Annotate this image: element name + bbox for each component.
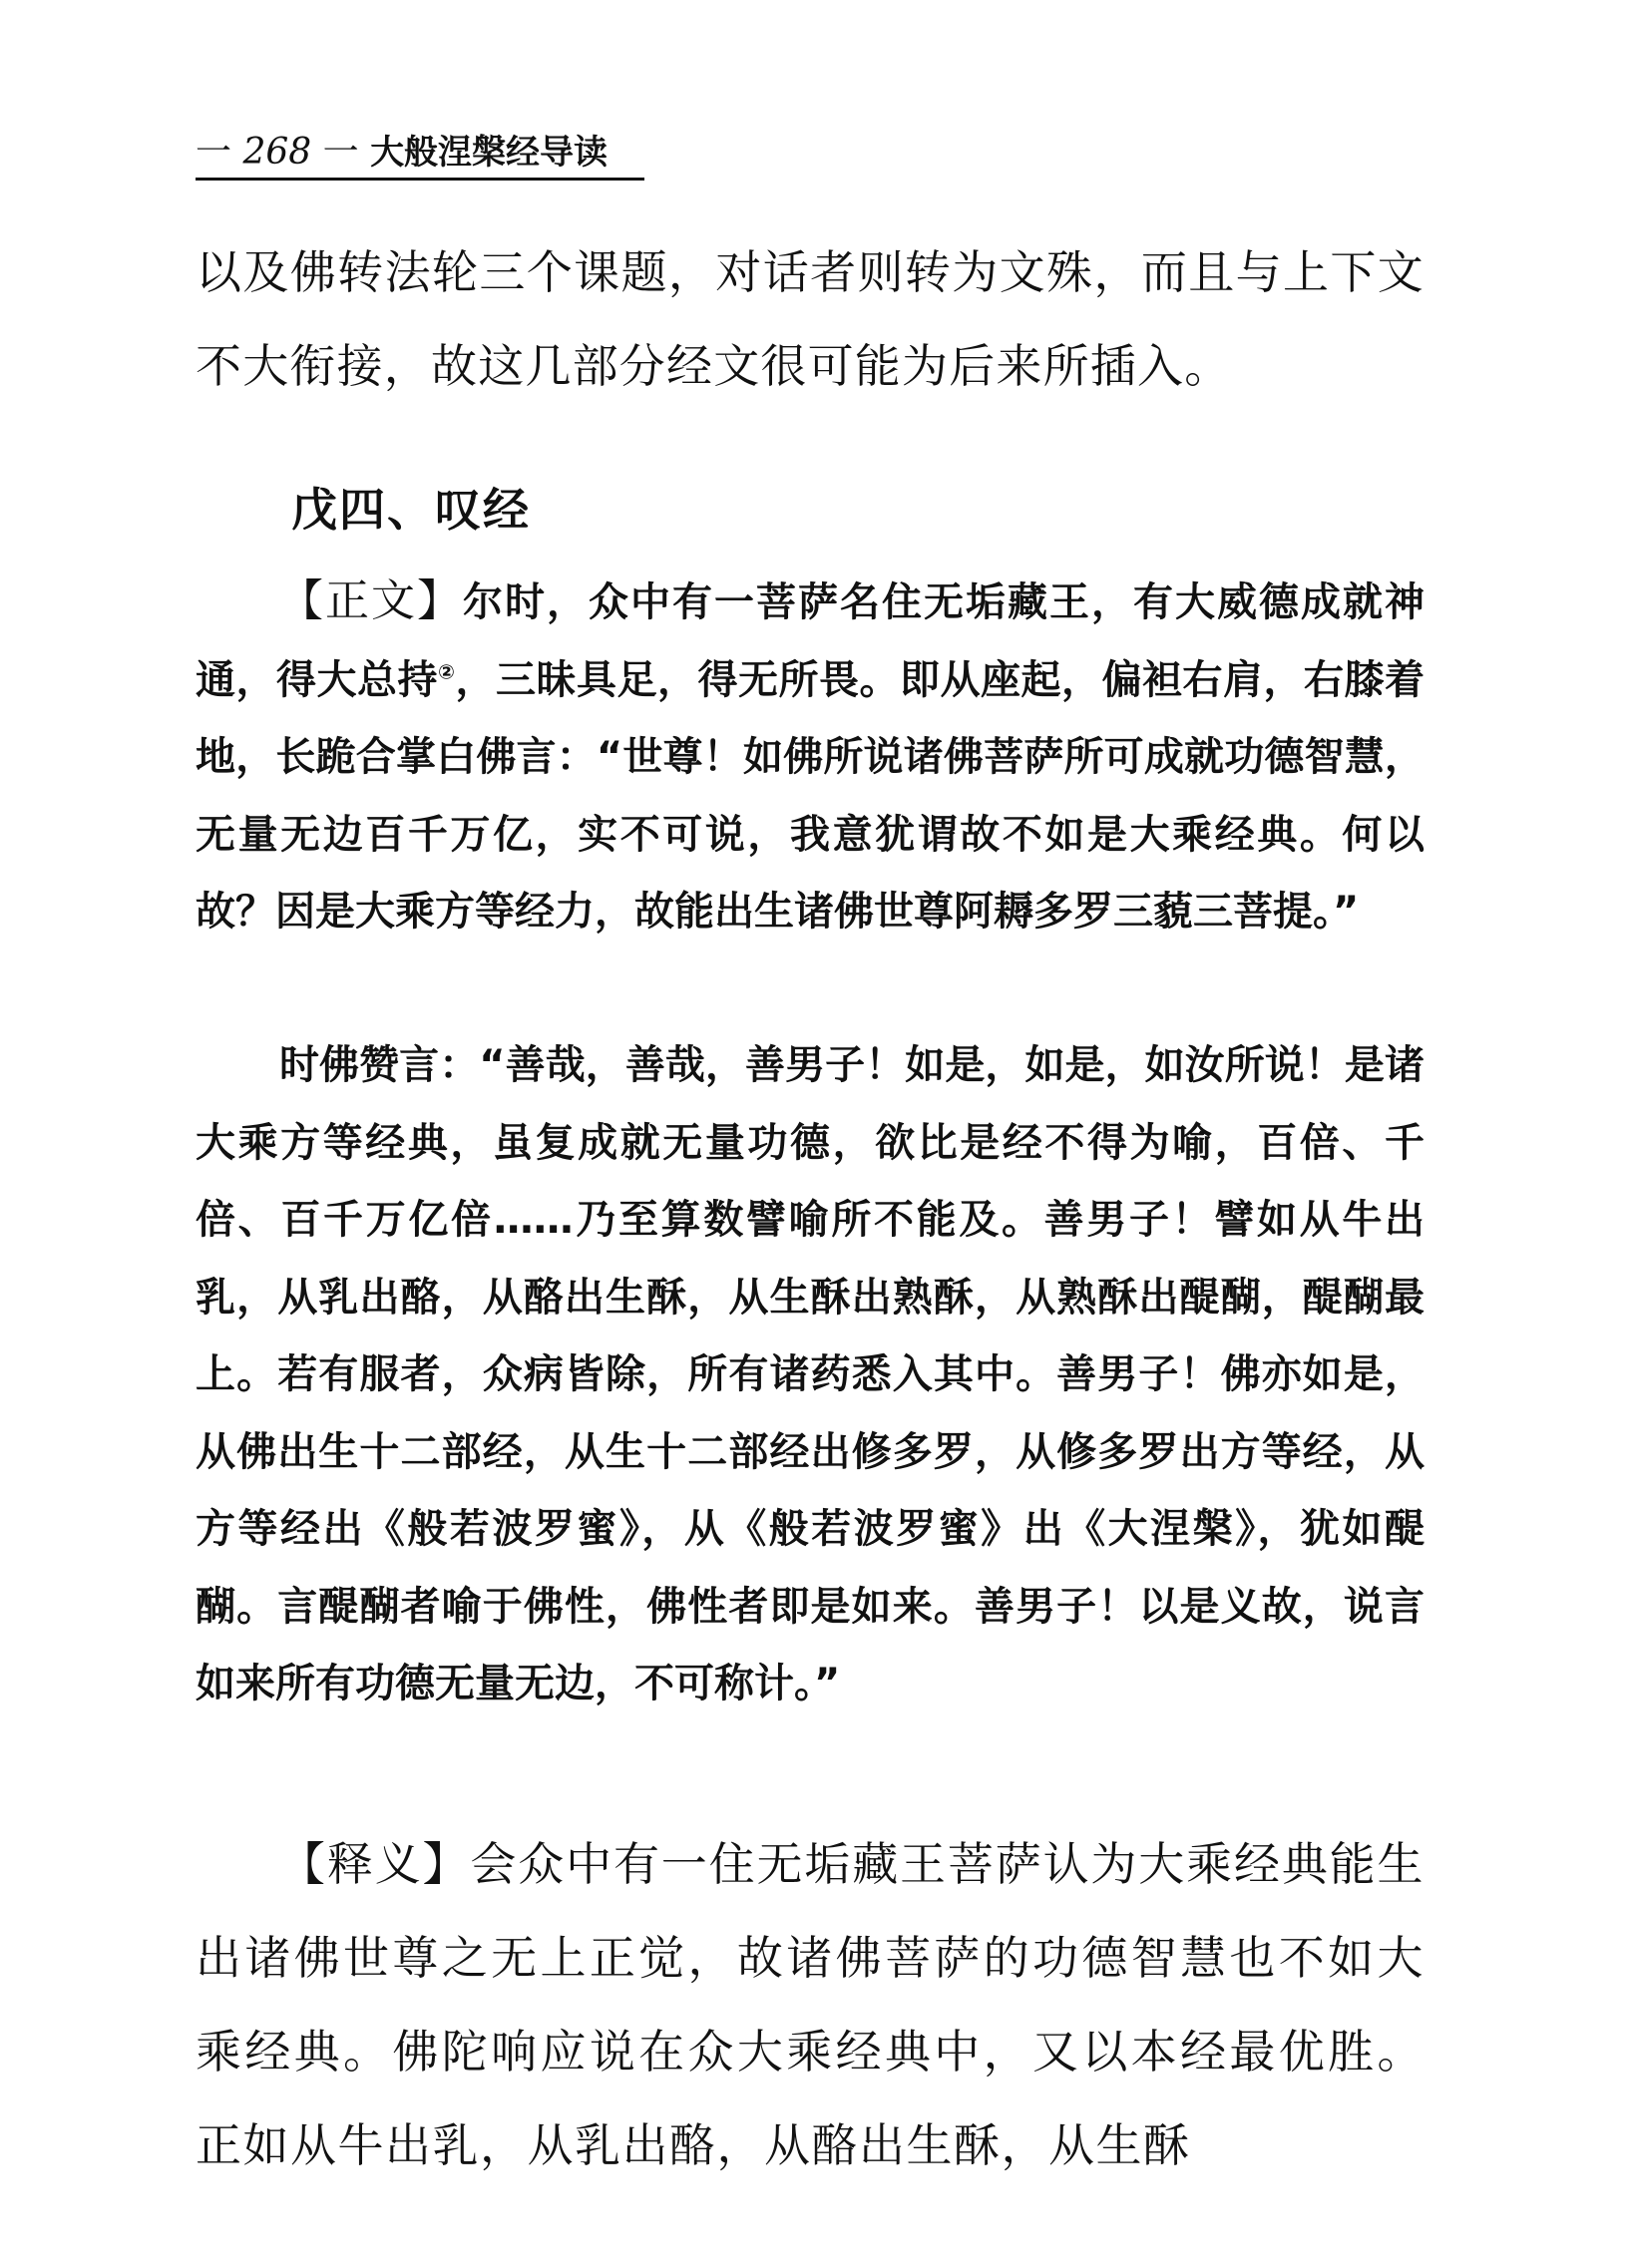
commentary-text: 会众中有一住无垢藏王菩萨认为大乘经典能生出诸佛世尊之无上正觉，故诸佛菩萨的功德智慧也不如大乘经典。佛陀响应说在众大乘经典中，又以本经最优胜。正如从牛出乳，从乳出酪，从酪出生酥，从生酥 — [196, 1837, 1425, 2172]
commentary-label: 【释义】 — [279, 1837, 471, 1891]
page-number: 268 — [242, 132, 312, 173]
header-dash-left: 一 — [196, 132, 243, 173]
scripture-paragraph-1 — [196, 563, 1424, 951]
book-title: 大般涅槃经导读 — [370, 133, 609, 173]
header-dash-right: 一 — [311, 132, 371, 173]
intro-paragraph: 以及佛转法轮三个课题，对话者则转为文殊，而且与上下文不大衔接，故这几部分经文很可能为后来所插入。 — [196, 245, 1424, 393]
scripture-text-1a: 尔时，众中有一菩萨名住无垢藏王，有大威德成就神通，得大总持 — [196, 579, 1424, 703]
running-header — [196, 128, 644, 181]
scripture-text-1b: ，三昧具足，得无所畏。即从座起，偏袒右肩，右膝着地，长跪合掌白佛言：“世尊！如佛所说诸佛菩萨所可成就功德智慧，无量无边百千万亿，实不可说，我意犹谓故不如是大乘经典。何以故？因是大乘方等经力，故能出生诸佛世尊阿耨多罗三藐三菩提。” — [196, 656, 1425, 935]
scripture-paragraph-2: 时佛赞言：“善哉，善哉，善男子！如是，如是，如汝所说！是诸大乘方等经典，虽复成就无量功德，欲比是经不得为喻，百倍、千倍、百千万亿倍……乃至算数譬喻所不能及。善男子！譬如从牛出乳，从乳出酪，从酪出生酥，从生酥出熟酥，从熟酥出醍醐，醍醐最上。若有服者，众病皆除，所有诸药悉入其中。善男子！佛亦如是，从佛出生十二部经，从生十二部经出修多罗，从修多罗出方等经，从方等经出《般若波罗蜜》，从《般若波罗蜜》出《大涅槃》，犹如醍醐。言醍醐者喻于佛性，佛性者即是如来。善男子！以是义故，说言如来所有功德无量无边，不可称计。” — [196, 1042, 1424, 1706]
scripture-label: 【正文】 — [279, 575, 463, 626]
section-heading: 戊四、叹经 — [291, 483, 531, 537]
commentary-paragraph — [196, 1817, 1424, 2192]
footnote-marker: ② — [438, 659, 456, 684]
